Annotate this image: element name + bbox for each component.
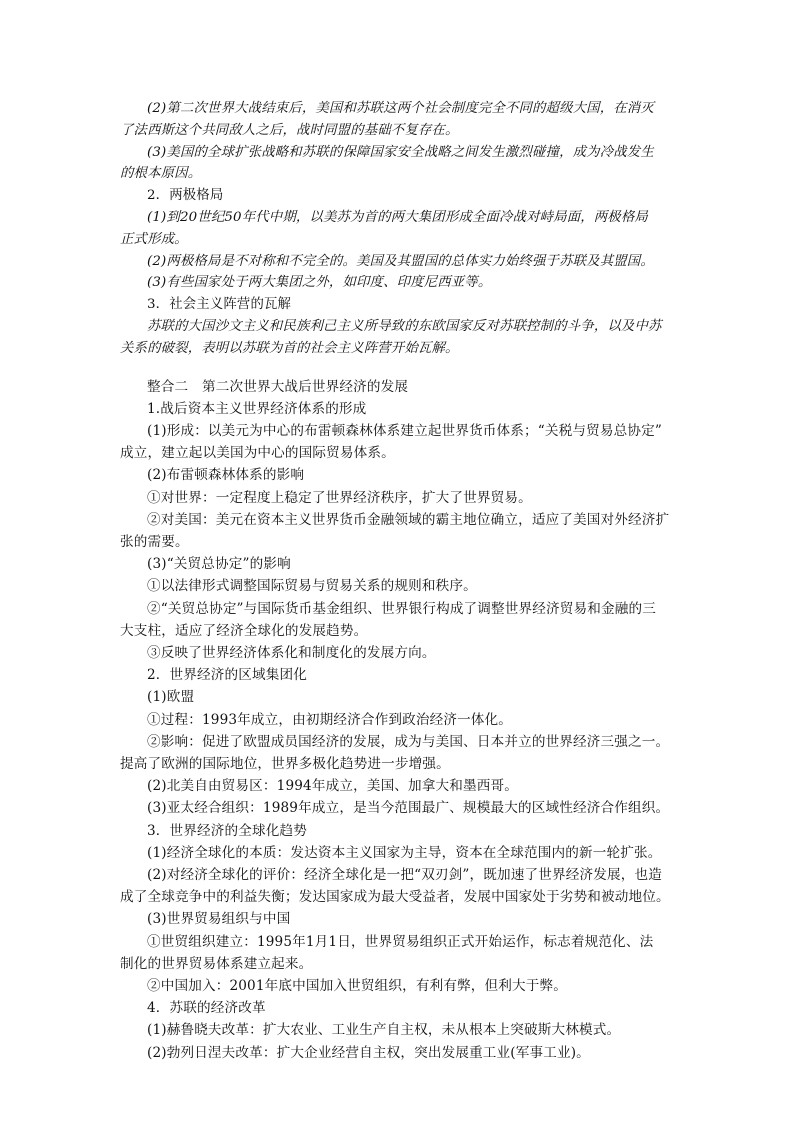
paragraph-line: ②影响：促进了欧盟成员国经济的发展，成为与美国、日本并立的世界经济三强之一。	[147, 733, 670, 750]
paragraph-line: 张的需要。	[120, 533, 189, 550]
paragraph-line: (2)布雷顿森林体系的影响	[147, 467, 305, 484]
paragraph-line: 了法西斯这个共同敌人之后，战时同盟的基础不复存在。	[120, 122, 459, 138]
paragraph-line: ①世贸组织建立：1995年1月1日，世界贸易组织正式开始运作，标志着规范化、法	[147, 933, 654, 950]
subheading: 2．两极格局	[147, 188, 224, 204]
paragraph-line: ②对美国：美元在资本主义世界货币金融领域的霸主地位确立，适应了美国对外经济扩	[147, 511, 670, 528]
paragraph-line: (1)形成：以美元为中心的布雷顿森林体系建立起世界货币体系；“关税与贸易总协定”	[147, 422, 662, 439]
paragraph-line: 提高了欧洲的国际地位，世界多极化趋势进一步增强。	[120, 756, 450, 773]
paragraph-line: 的根本原因。	[120, 166, 202, 182]
paragraph-line: ①对世界：一定程度上稳定了世界经济秩序，扩大了世界贸易。	[147, 489, 532, 506]
section-economy	[120, 376, 680, 1064]
paragraph-line: 大支柱，适应了经济全球化的发展趋势。	[120, 622, 368, 639]
paragraph-line: (2)勃列日涅夫改革：扩大企业经营自主权，突出发展重工业(军事工业)。	[147, 1044, 590, 1061]
subheading: 3．世界经济的全球化趋势	[147, 822, 307, 839]
section-cold-war	[120, 98, 680, 360]
paragraph-line: 成立，建立起以美国为中心的国际贸易体系。	[120, 445, 395, 462]
paragraph-line: ①以法律形式调整国际贸易与贸易关系的规则和秩序。	[147, 578, 477, 595]
paragraph-line: (3)有些国家处于两大集团之外，如印度、印度尼西亚等。	[147, 275, 492, 291]
document-page	[120, 98, 680, 1064]
paragraph-line: 成了全球竞争中的利益失衡；发达国家成为最大受益者，发展中国家处于劣势和被动地位。	[120, 889, 670, 906]
paragraph-line: (1)到20世纪50年代中期，以美苏为首的两大集团形成全面冷战对峙局面，两极格局	[147, 209, 648, 225]
paragraph-line: (2)两极格局是不对称和不完全的。美国及其盟国的总体实力始终强于苏联及其盟国。	[147, 253, 654, 269]
section-heading: 整合二 第二次世界大战后世界经济的发展	[147, 378, 409, 395]
subheading: 1.战后资本主义世界经济体系的形成	[147, 400, 367, 417]
paragraph-line: 苏联的大国沙文主义和民族利己主义所导致的东欧国家反对苏联控制的斗争，以及中苏	[147, 318, 662, 334]
subheading: 2．世界经济的区域集团化	[147, 667, 307, 684]
paragraph-line: (2)对经济全球化的评价：经济全球化是一把“双刃剑”，既加速了世界经济发展，也造	[147, 867, 662, 884]
paragraph-line: (3)亚太经合组织：1989年成立，是当今范围最广、规模最大的区域性经济合作组织。	[147, 800, 670, 817]
paragraph-line: (2)第二次世界大战结束后，美国和苏联这两个社会制度完全不同的超级大国，在消灭	[147, 101, 654, 116]
paragraph-line: 制化的世界贸易体系建立起来。	[120, 955, 313, 972]
paragraph-line: (3)世界贸易组织与中国	[147, 911, 291, 928]
paragraph-line: (3)“关贸总协定”的影响	[147, 556, 291, 573]
paragraph-line: ②中国加入：2001年底中国加入世贸组织，有利有弊，但利大于弊。	[147, 978, 568, 995]
paragraph-line: 正式形成。	[120, 231, 188, 247]
paragraph-line: (3)美国的全球扩张战略和苏联的保障国家安全战略之间发生激烈碰撞，成为冷战发生	[147, 144, 654, 160]
paragraph-line: (1)赫鲁晓夫改革：扩大农业、工业生产自主权，未从根本上突破斯大林模式。	[147, 1022, 621, 1039]
paragraph-line: (1)欧盟	[147, 689, 195, 706]
paragraph-line: ①过程：1993年成立，由初期经济合作到政治经济一体化。	[147, 711, 513, 728]
subheading: 4．苏联的经济改革	[147, 1000, 266, 1017]
paragraph-line: (2)北美自由贸易区：1994年成立，美国、加拿大和墨西哥。	[147, 778, 519, 795]
paragraph-line: ③反映了世界经济体系化和制度化的发展方向。	[147, 645, 436, 661]
paragraph-line: (1)经济全球化的本质：发达资本主义国家为主导，资本在全球范围内的新一轮扩张。	[147, 844, 662, 861]
paragraph-line: ②“关贸总协定”与国际货币基金组织、世界银行构成了调整世界经济贸易和金融的三	[147, 600, 656, 617]
paragraph-line: 关系的破裂，表明以苏联为首的社会主义阵营开始瓦解。	[120, 340, 459, 356]
subheading: 3．社会主义阵营的瓦解	[147, 297, 292, 313]
